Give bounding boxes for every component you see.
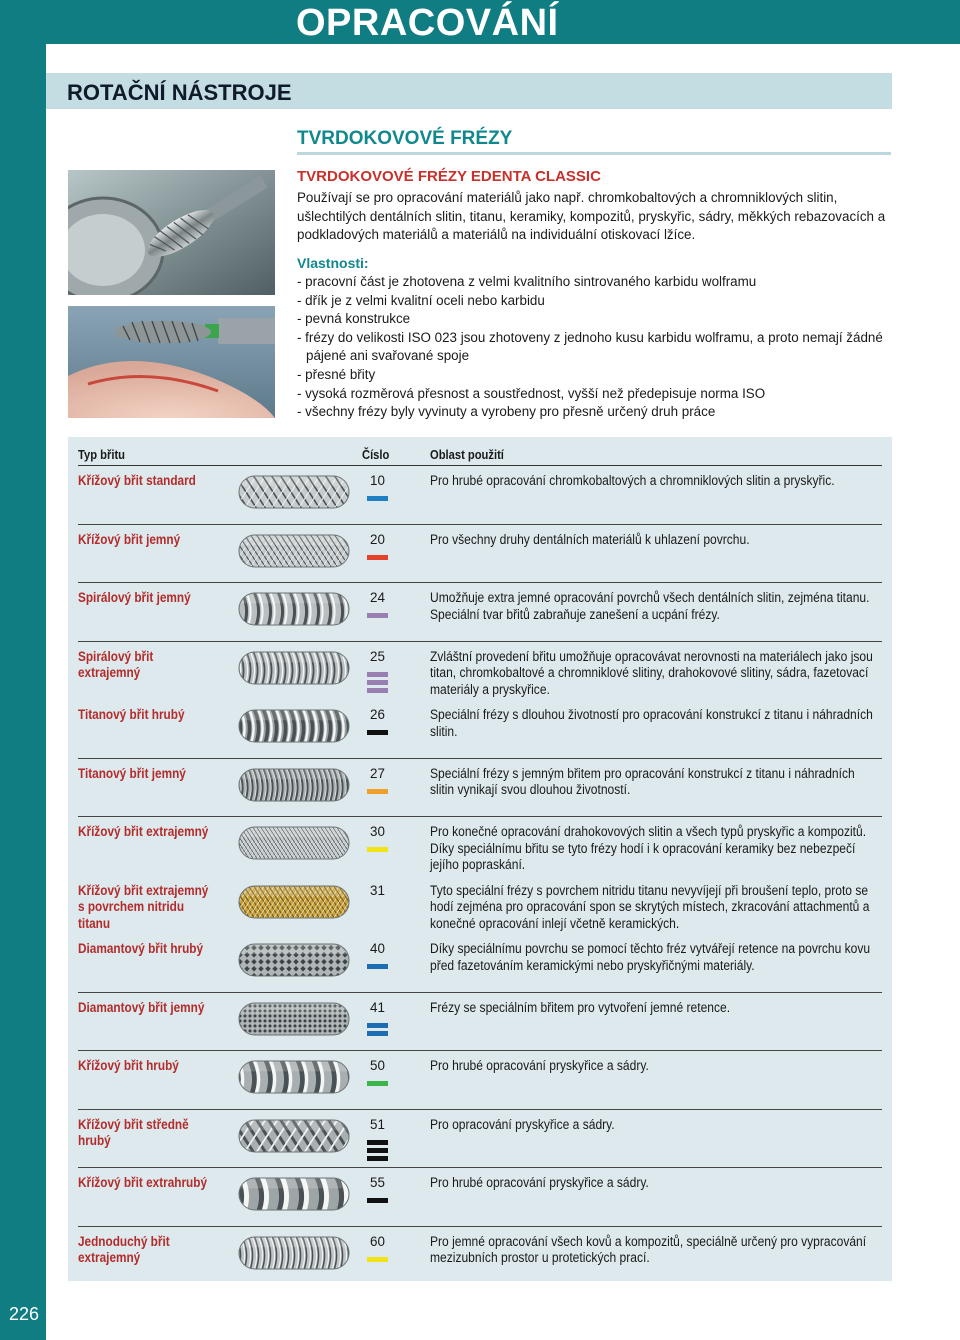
color-code-swatch (367, 672, 388, 677)
product-title: TVRDOKOVOVÉ FRÉZY EDENTA CLASSIC (297, 168, 601, 185)
row-divider (78, 641, 882, 642)
color-code-swatch (367, 1023, 388, 1028)
burr-pattern-image (238, 943, 350, 977)
burr-pattern-image (238, 885, 350, 919)
cut-number: 41 (370, 999, 385, 1015)
properties-heading: Vlastnosti: (297, 255, 369, 271)
subsection-title: TVRDOKOVOVÉ FRÉZY (297, 128, 513, 149)
color-code-swatch (367, 688, 388, 693)
row-divider (78, 992, 882, 993)
usage-description: Umožňuje extra jemné opracování povrchů všech dentálních slitin, zejména titanu. Speciální tvar břitů zabraňuje zanešení a ucpání frézy. (430, 590, 870, 622)
burr-pattern-image (238, 1177, 350, 1211)
cut-type-name: Diamantový břit hrubý (78, 941, 204, 956)
cut-type-name: Křížový břit extrahrubý (78, 1175, 208, 1190)
table-row (78, 883, 882, 942)
color-code-swatch (367, 1257, 388, 1262)
property-item: - přesné břity (297, 366, 376, 382)
usage-description: Pro jemné opracování všech kovů a kompozitů, speciálně určený pro vypracování mezizubních prostor u protetických prací. (430, 1233, 867, 1265)
cut-number: 31 (370, 882, 385, 898)
usage-description: Pro hrubé opracování chromkobaltových a chromniklových slitin a pryskyřic. (430, 473, 835, 488)
usage-description: Pro hrubé opracování pryskyřice a sádry. (430, 1058, 649, 1073)
usage-description: Zvláštní provedení břitu umožňuje opracovávat nerovnosti na materiálech jako jsou titan, chromkobaltové a chromniklové slitiny, drahokovové slitiny, sádra, fazetovací materiály a pryskyřice. (430, 648, 873, 697)
color-code-swatch (367, 1148, 388, 1153)
cut-number: 10 (370, 473, 385, 488)
property-item: - vysoká rozměrová přesnost a soustřednost, vyšší než předepisuje norma ISO (297, 385, 766, 401)
burr-pattern-image (238, 651, 350, 685)
color-code-swatch (367, 1198, 388, 1203)
property-item: - frézy do velikosti ISO 023 jsou zhotoveny z jednoho kusu karbidu wolframu, a proto nemají žádné pájené ani svařované spoje (297, 329, 883, 364)
usage-description: Pro opracování pryskyřice a sádry. (430, 1116, 615, 1132)
burr-pattern-image (238, 709, 350, 743)
burr-pattern-image (238, 1236, 350, 1270)
color-code-swatch (367, 1081, 388, 1086)
cut-number: 60 (370, 1233, 385, 1249)
color-code-swatch (367, 964, 388, 969)
usage-description: Díky speciálnímu povrchu se pomocí těchto fréz vytvářejí retence na povrchu kovu před fazetováním keramickými nebo pryskyřičnými materiály. (430, 941, 871, 973)
row-divider (78, 816, 882, 817)
usage-description: Pro konečné opracování drahokovových slitin a všech typů pryskyřic a kompozitů. Díky speciálnímu břitu se tyto frézy hodí i k opracování keramiky bez nebezpečí jejího popraskání. (430, 824, 867, 872)
property-item: - všechny frézy byly vyvinuty a vyrobeny pro přesně určený druh práce (297, 404, 716, 420)
color-code-swatch (367, 1031, 388, 1036)
usage-description: Frézy se speciálním břitem pro vytvoření jemné retence. (430, 999, 731, 1015)
row-divider (78, 1050, 882, 1051)
cut-type-name: Titanový břit hrubý (78, 707, 185, 722)
cut-type-name: Spirálový břit jemný (78, 590, 191, 605)
color-code-swatch (367, 555, 388, 560)
burr-pattern-image (238, 1002, 350, 1036)
usage-description: Tyto speciální frézy s povrchem nitridu titanu nevyvíjejí při broušení teplo, proto se hodí zejména pro opracování spon se skrytých místech, zkracování attachmentů a konečné opracování inlejí včetně keramických. (430, 882, 870, 931)
page-number: 226 (9, 1304, 40, 1324)
usage-description: Pro hrubé opracování pryskyřice a sádry. (430, 1175, 649, 1190)
cut-type-name: Křížový břit extrajemný (78, 824, 209, 839)
table-row (78, 1234, 882, 1293)
subsection-rule (297, 152, 891, 155)
table-row (78, 824, 882, 883)
row-divider (78, 582, 882, 583)
cut-type-name: Křížový břit jemný (78, 531, 181, 547)
column-header-area: Oblast použití (430, 447, 504, 462)
cut-number: 24 (370, 590, 385, 605)
cut-type-name: Diamantový břit jemný (78, 999, 205, 1015)
cut-number: 50 (370, 1058, 385, 1073)
properties-list (297, 273, 897, 422)
row-divider (78, 1109, 882, 1110)
cut-type-name: Křížový břit hrubý (78, 1058, 179, 1073)
burr-pattern-image (238, 534, 350, 568)
cut-number: 26 (370, 707, 385, 722)
cut-type-name: Spirálový břit extrajemný (78, 648, 154, 680)
cut-number: 20 (370, 531, 385, 547)
row-divider (78, 1226, 882, 1227)
burr-pattern-image (238, 768, 350, 802)
header-rule (78, 465, 882, 466)
intro-text: Používají se pro opracování materiálů jako např. chromkobaltových a chromniklových slitin, ušlechtilých dentálních slitin, titanu, keramiky, kompozitů, pryskyřic, sádry, měkkých rebazovacích a podkladových materiálů a materiálů na individuální otiskovací lžíce. (297, 190, 886, 242)
row-divider (78, 1167, 882, 1168)
burr-pattern-image (238, 592, 350, 626)
color-code-swatch (367, 1140, 388, 1145)
property-item: - dřík je z velmi kvalitní oceli nebo karbidu (297, 292, 545, 308)
property-item: - pracovní část je zhotovena z velmi kvalitního sintrovaného karbidu wolframu (297, 274, 757, 289)
color-code-swatch (367, 680, 388, 685)
cut-number: 25 (370, 648, 385, 664)
row-divider (78, 524, 882, 525)
color-code-swatch (367, 496, 388, 501)
cut-type-name: Jednoduchý břit extrajemný (78, 1233, 170, 1265)
column-header-type: Typ břitu (78, 447, 125, 462)
burr-pattern-image (238, 475, 350, 509)
page-title: OPRACOVÁNÍ (296, 2, 559, 44)
cut-number: 27 (370, 765, 385, 781)
usage-description: Pro všechny druhy dentálních materiálů k uhlazení povrchu. (430, 531, 750, 547)
color-code-swatch (367, 730, 388, 735)
cut-type-name: Titanový břit jemný (78, 765, 186, 781)
color-code-swatch (367, 1156, 388, 1161)
cut-number: 51 (370, 1116, 385, 1132)
burr-pattern-image (238, 1060, 350, 1094)
cut-number: 55 (370, 1175, 385, 1190)
column-header-number: Číslo (362, 447, 390, 462)
usage-description: Speciální frézy s jemným břitem pro opracování konstrukcí z titanu i náhradních slitin vynikají svou dlouhou životností. (430, 765, 855, 797)
row-divider (78, 758, 882, 759)
cut-type-name: Křížový břit středně hrubý (78, 1116, 189, 1148)
cut-type-name: Křížový břit extrajemný s povrchem nitridu titanu (78, 882, 209, 931)
usage-description: Speciální frézy s dlouhou životností pro opracování konstrukcí z titanu i náhradních slitin. (430, 707, 873, 739)
color-code-swatch (367, 613, 388, 618)
color-code-swatch (367, 789, 388, 794)
property-item: - pevná konstrukce (297, 311, 411, 327)
left-color-bar (0, 0, 46, 1340)
burr-photo-bottom (68, 306, 275, 418)
table-row (78, 649, 882, 708)
color-code-swatch (367, 847, 388, 852)
section-title: ROTAČNÍ NÁSTROJE (67, 80, 292, 105)
burr-pattern-image (238, 1119, 350, 1153)
cut-number: 40 (370, 941, 385, 956)
burr-photo-top (68, 170, 275, 295)
cut-number: 30 (370, 824, 385, 839)
cut-type-name: Křížový břit standard (78, 473, 196, 488)
burr-pattern-image (238, 826, 350, 860)
